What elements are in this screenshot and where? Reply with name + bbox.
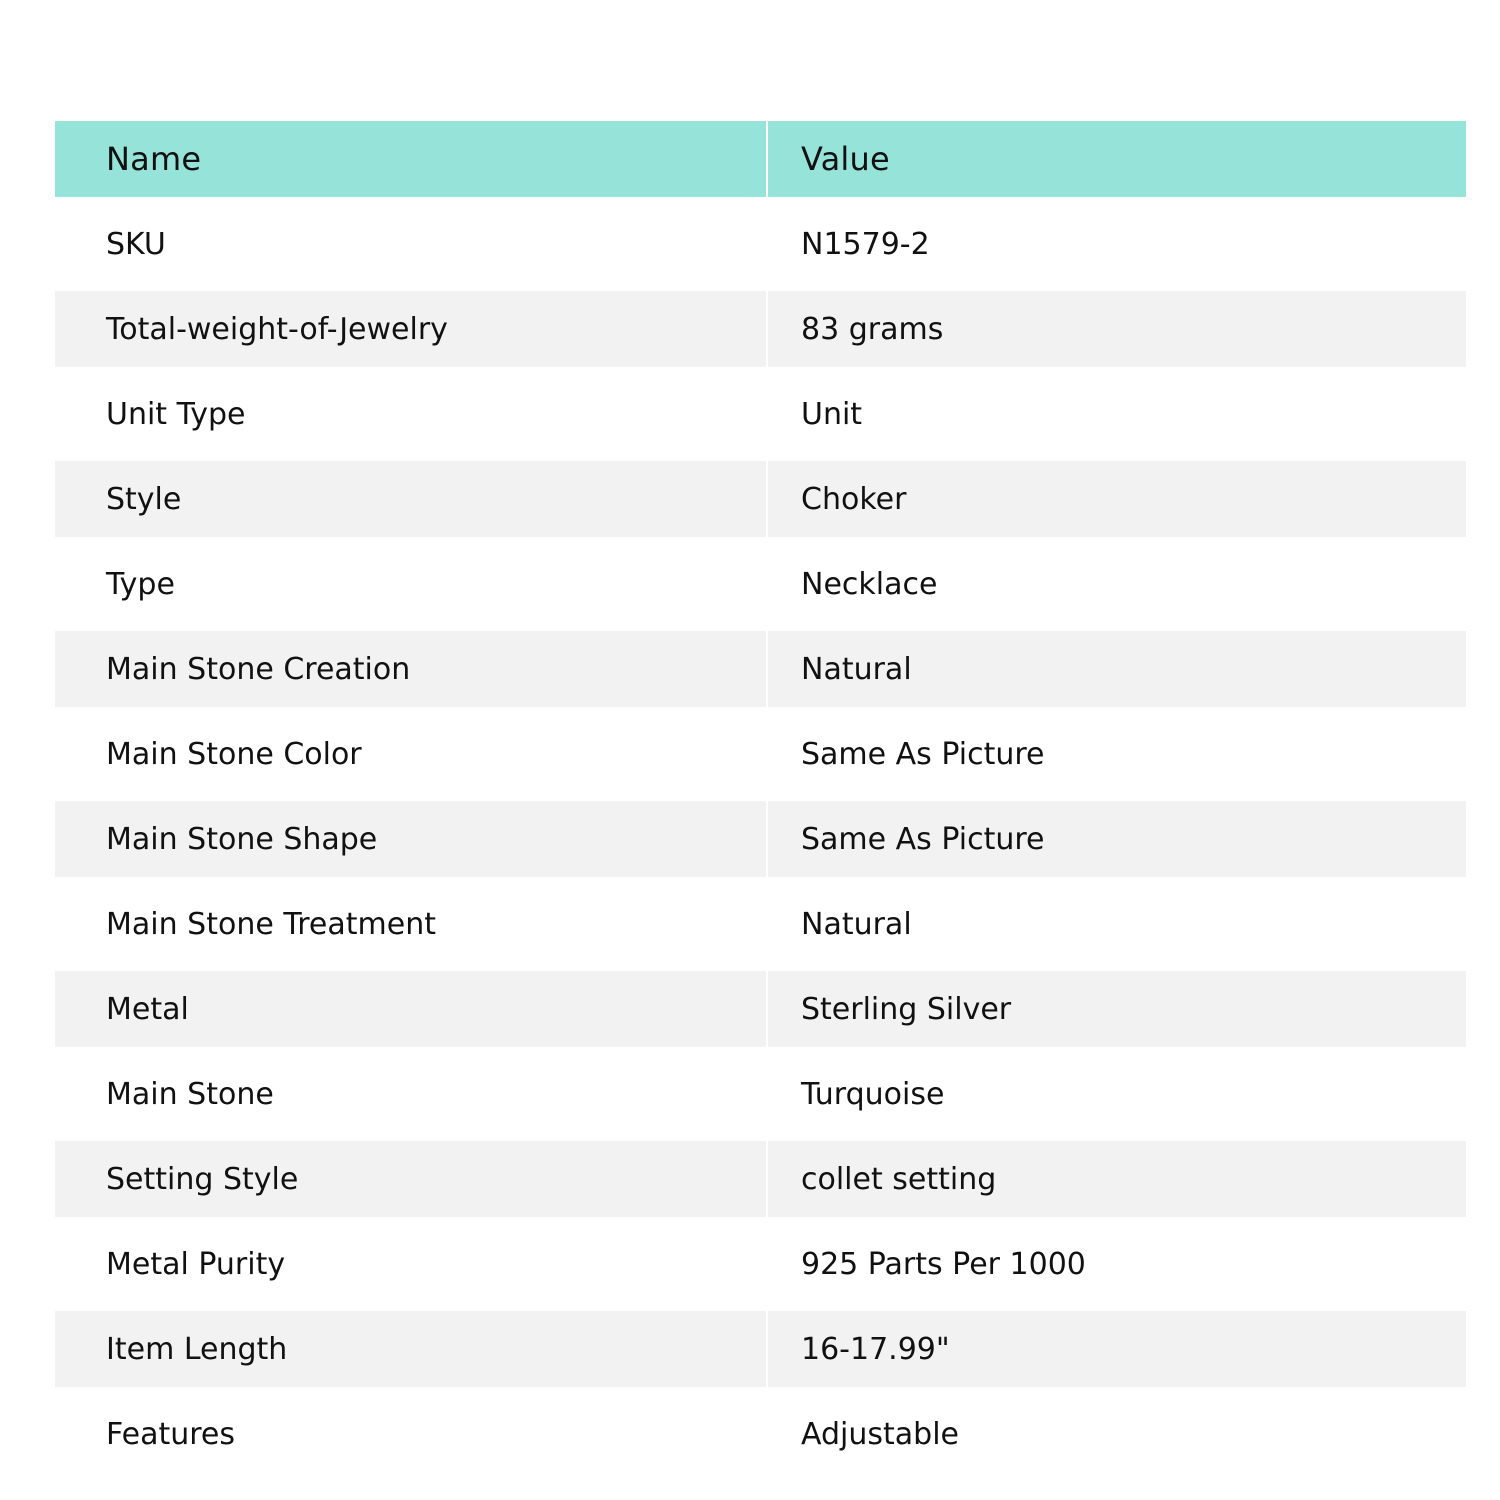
table-row (55, 1056, 1466, 1141)
table-row (55, 886, 1466, 971)
table-row (55, 716, 1466, 801)
table-row (55, 1141, 1466, 1226)
row-name-cell: Total-weight-of-Jewelry (55, 291, 766, 367)
row-value-cell: Natural (768, 886, 1466, 962)
column-header-name: Name (55, 121, 766, 197)
row-name-cell: SKU (55, 206, 766, 282)
table-row (55, 971, 1466, 1056)
table-row (55, 291, 1466, 376)
table-header-row (55, 121, 1466, 197)
table-row (55, 1396, 1466, 1481)
row-name-cell: Metal Purity (55, 1226, 766, 1302)
row-name-cell: Setting Style (55, 1141, 766, 1217)
row-value-cell: collet setting (768, 1141, 1466, 1217)
row-name-cell: Type (55, 546, 766, 622)
specifications-table (55, 121, 1466, 1481)
row-value-cell: 16-17.99" (768, 1311, 1466, 1387)
row-name-cell: Style (55, 461, 766, 537)
row-value-cell: Sterling Silver (768, 971, 1466, 1047)
row-name-cell: Main Stone (55, 1056, 766, 1132)
row-value-cell: Adjustable (768, 1396, 1466, 1472)
row-value-cell: Unit (768, 376, 1466, 452)
row-value-cell: Choker (768, 461, 1466, 537)
table-row (55, 631, 1466, 716)
row-value-cell: Same As Picture (768, 716, 1466, 792)
table-row (55, 546, 1466, 631)
row-value-cell: N1579-2 (768, 206, 1466, 282)
table-row (55, 801, 1466, 886)
row-name-cell: Main Stone Color (55, 716, 766, 792)
table-row (55, 206, 1466, 291)
table-row (55, 376, 1466, 461)
table-row (55, 461, 1466, 546)
row-value-cell: Turquoise (768, 1056, 1466, 1132)
row-name-cell: Main Stone Shape (55, 801, 766, 877)
table-row (55, 1226, 1466, 1311)
row-name-cell: Item Length (55, 1311, 766, 1387)
row-name-cell: Main Stone Treatment (55, 886, 766, 962)
row-value-cell: Necklace (768, 546, 1466, 622)
row-name-cell: Main Stone Creation (55, 631, 766, 707)
row-value-cell: 83 grams (768, 291, 1466, 367)
row-value-cell: Natural (768, 631, 1466, 707)
row-name-cell: Metal (55, 971, 766, 1047)
row-name-cell: Features (55, 1396, 766, 1472)
column-header-value: Value (768, 121, 1466, 197)
row-value-cell: 925 Parts Per 1000 (768, 1226, 1466, 1302)
row-name-cell: Unit Type (55, 376, 766, 452)
row-value-cell: Same As Picture (768, 801, 1466, 877)
table-row (55, 1311, 1466, 1396)
